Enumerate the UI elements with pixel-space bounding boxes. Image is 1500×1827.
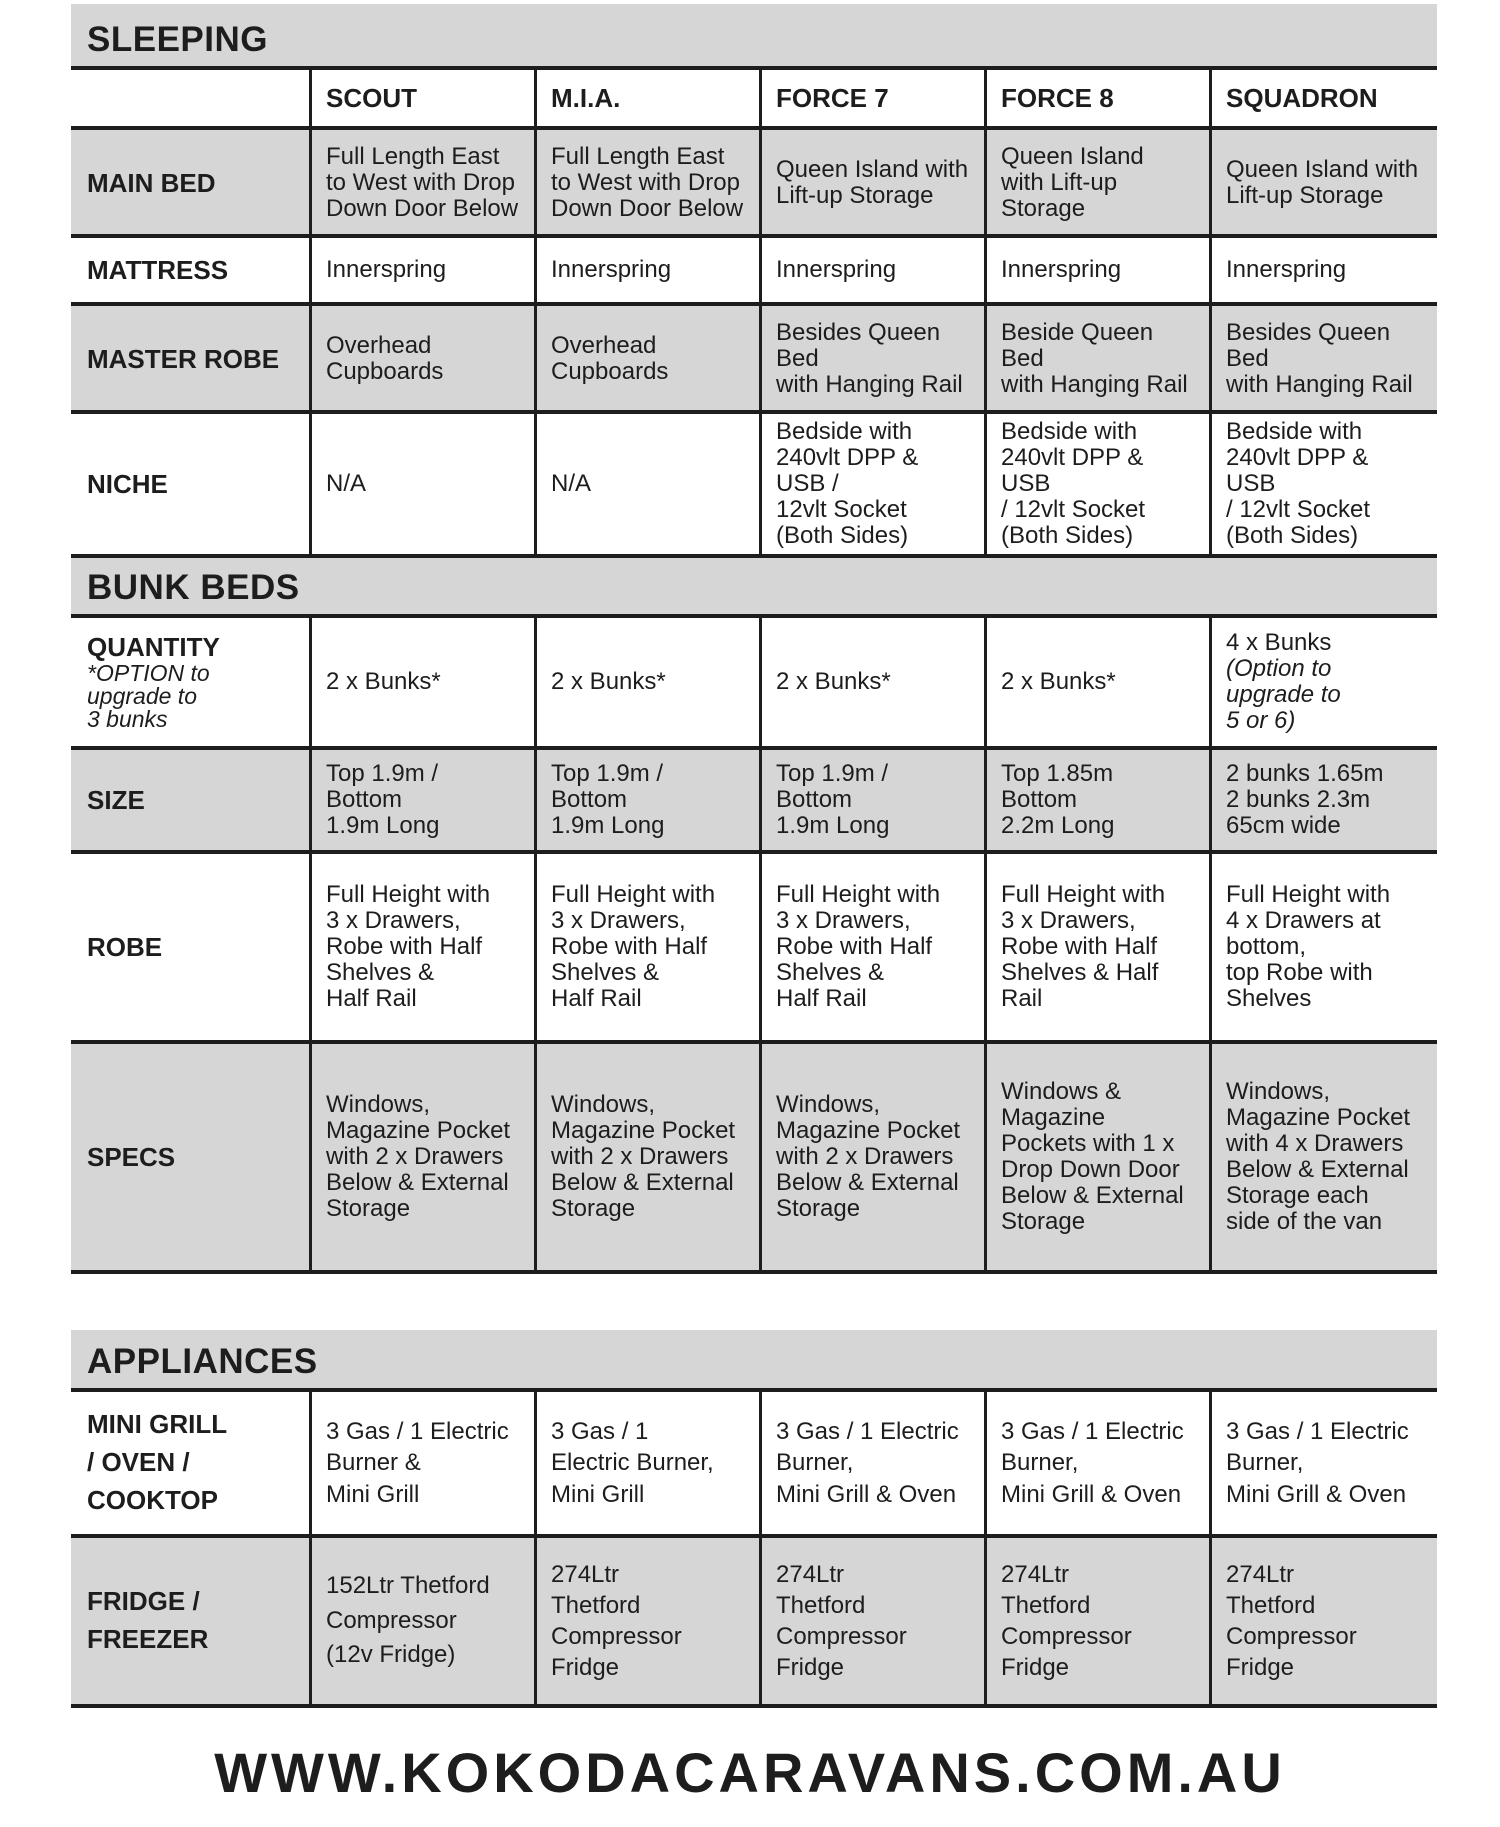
table-row [71, 414, 1437, 554]
table-row [71, 854, 1437, 1040]
table-cell: Full Height with 4 x Drawers at bottom, top Robe with Shelves [1226, 881, 1391, 1012]
table-cell: Innerspring [312, 238, 537, 302]
section-header-bunk-beds [71, 558, 1437, 616]
table-cell: Bedside with 240vlt DPP & USB / 12vlt Socket (Both Sides) [762, 414, 987, 554]
row-label: SIZE [71, 750, 312, 850]
table-cell: Besides Queen Bed with Hanging Rail [762, 306, 987, 412]
table-cell: 3 Gas / 1 Electric Burner, Mini Grill & Oven [987, 1392, 1212, 1534]
table-row [71, 1538, 1437, 1704]
table-cell: Windows, Magazine Pocket with 2 x Drawers Below & External Storage [537, 1044, 762, 1270]
bunks-count: 4 x Bunks [1226, 629, 1332, 657]
table-row [71, 130, 1437, 236]
table-cell: Full Height with 3 x Drawers, Robe with Half Shelves & Half Rail [987, 854, 1212, 1040]
row-label: ROBE [71, 854, 312, 1040]
table-cell: Full Length East to West with Drop Down Door Below [537, 130, 762, 236]
table-cell: 2 x Bunks* [762, 618, 987, 746]
row-label: MAIN BED [71, 130, 312, 236]
table-cell: Top 1.85m Bottom 2.2m Long [987, 750, 1212, 850]
table-cell: Top 1.9m / Bottom 1.9m Long [762, 750, 987, 850]
section-header-sleeping [71, 4, 1437, 68]
table-cell: N/A [312, 414, 537, 554]
table-cell: Queen Island with Lift-up Storage [1226, 156, 1419, 209]
table-cell: Windows, Magazine Pocket with 4 x Drawers Below & External Storage each side of the van [1226, 1078, 1411, 1235]
table-cell: 152Ltr Thetford Compressor (12v Fridge) [312, 1538, 537, 1704]
divider [71, 1270, 1437, 1274]
table-cell [1212, 618, 1437, 746]
section-header-appliances [71, 1330, 1437, 1390]
table-cell: Queen Island with Lift-up Storage [762, 130, 987, 236]
table-cell: 2 x Bunks* [987, 618, 1212, 746]
table-cell: Beside Queen Bed with Hanging Rail [987, 306, 1212, 412]
website-url: WWW.KOKODACARAVANS.COM.AU [214, 1741, 1286, 1804]
quantity-note: *OPTION to upgrade to 3 bunks [87, 659, 210, 732]
table-cell: Top 1.9m / Bottom 1.9m Long [537, 750, 762, 850]
model-header-squadron: SQUADRON [1226, 82, 1378, 113]
table-cell: N/A [537, 414, 762, 554]
table-cell: Top 1.9m / Bottom 1.9m Long [312, 750, 537, 850]
table-cell: 2 x Bunks* [312, 618, 537, 746]
table-cell: 2 x Bunks* [537, 618, 762, 746]
table-row [71, 1044, 1437, 1270]
model-header-scout: SCOUT [312, 70, 537, 126]
table-cell: Windows, Magazine Pocket with 2 x Drawers Below & External Storage [762, 1044, 987, 1270]
table-cell: Windows, Magazine Pocket with 2 x Drawers Below & External Storage [312, 1044, 537, 1270]
quantity-label: QUANTITY [87, 632, 220, 663]
bunks-option-note: (Option to upgrade to 5 or 6) [1226, 655, 1341, 734]
table-cell: 2 bunks 1.65m 2 bunks 2.3m 65cm wide [1226, 760, 1384, 839]
header-corner [71, 70, 312, 126]
section-title: APPLIANCES [87, 1342, 318, 1381]
row-label: SPECS [71, 1044, 312, 1270]
table-cell: 3 Gas / 1 Electric Burner & Mini Grill [312, 1392, 537, 1534]
model-header-row [71, 70, 1437, 126]
table-cell: Bedside with 240vlt DPP & USB / 12vlt Socket (Both Sides) [987, 414, 1212, 554]
row-label: FRIDGE / FREEZER [71, 1538, 312, 1704]
row-label: MASTER ROBE [71, 306, 312, 412]
row-label: MINI GRILL / OVEN / COOKTOP [71, 1392, 312, 1534]
row-label: NICHE [71, 414, 312, 554]
table-cell: Innerspring [762, 238, 987, 302]
table-cell: Queen Island with Lift-up Storage [987, 130, 1212, 236]
table-cell: Full Height with 3 x Drawers, Robe with Half Shelves & Half Rail [762, 854, 987, 1040]
table-cell: 3 Gas / 1 Electric Burner, Mini Grill & Oven [1226, 1418, 1409, 1508]
table-cell: Overhead Cupboards [537, 306, 762, 412]
table-cell: Full Height with 3 x Drawers, Robe with Half Shelves & Half Rail [312, 854, 537, 1040]
table-cell: Innerspring [537, 238, 762, 302]
table-cell: Bedside with 240vlt DPP & USB / 12vlt Socket (Both Sides) [1226, 418, 1371, 549]
model-header-force8: FORCE 8 [987, 70, 1212, 126]
table-cell: 3 Gas / 1 Electric Burner, Mini Grill [537, 1392, 762, 1534]
table-cell: Innerspring [1226, 256, 1347, 284]
row-label: MATTRESS [71, 238, 312, 302]
table-row [71, 1392, 1437, 1534]
table-row [71, 306, 1437, 412]
table-cell: Besides Queen Bed with Hanging Rail [1226, 319, 1413, 398]
table-cell: 274Ltr Thetford Compressor Fridge [987, 1538, 1212, 1704]
table-cell: Innerspring [987, 238, 1212, 302]
divider [71, 1704, 1437, 1708]
table-cell: Overhead Cupboards [312, 306, 537, 412]
model-header-force7: FORCE 7 [762, 70, 987, 126]
row-label [71, 618, 312, 746]
table-cell: 274Ltr Thetford Compressor Fridge [537, 1538, 762, 1704]
table-row [71, 618, 1437, 746]
table-cell: Full Height with 3 x Drawers, Robe with Half Shelves & Half Rail [537, 854, 762, 1040]
table-cell: 3 Gas / 1 Electric Burner, Mini Grill & Oven [762, 1392, 987, 1534]
section-title: BUNK BEDS [87, 568, 300, 607]
table-row [71, 238, 1437, 302]
table-cell: 274Ltr Thetford Compressor Fridge [1226, 1560, 1357, 1682]
table-cell: Full Length East to West with Drop Down Door Below [312, 130, 537, 236]
model-header-mia: M.I.A. [537, 70, 762, 126]
section-title: SLEEPING [87, 20, 268, 59]
table-row [71, 750, 1437, 850]
table-cell: Windows & Magazine Pockets with 1 x Drop Down Door Below & External Storage [987, 1044, 1212, 1270]
table-cell: 274Ltr Thetford Compressor Fridge [762, 1538, 987, 1704]
